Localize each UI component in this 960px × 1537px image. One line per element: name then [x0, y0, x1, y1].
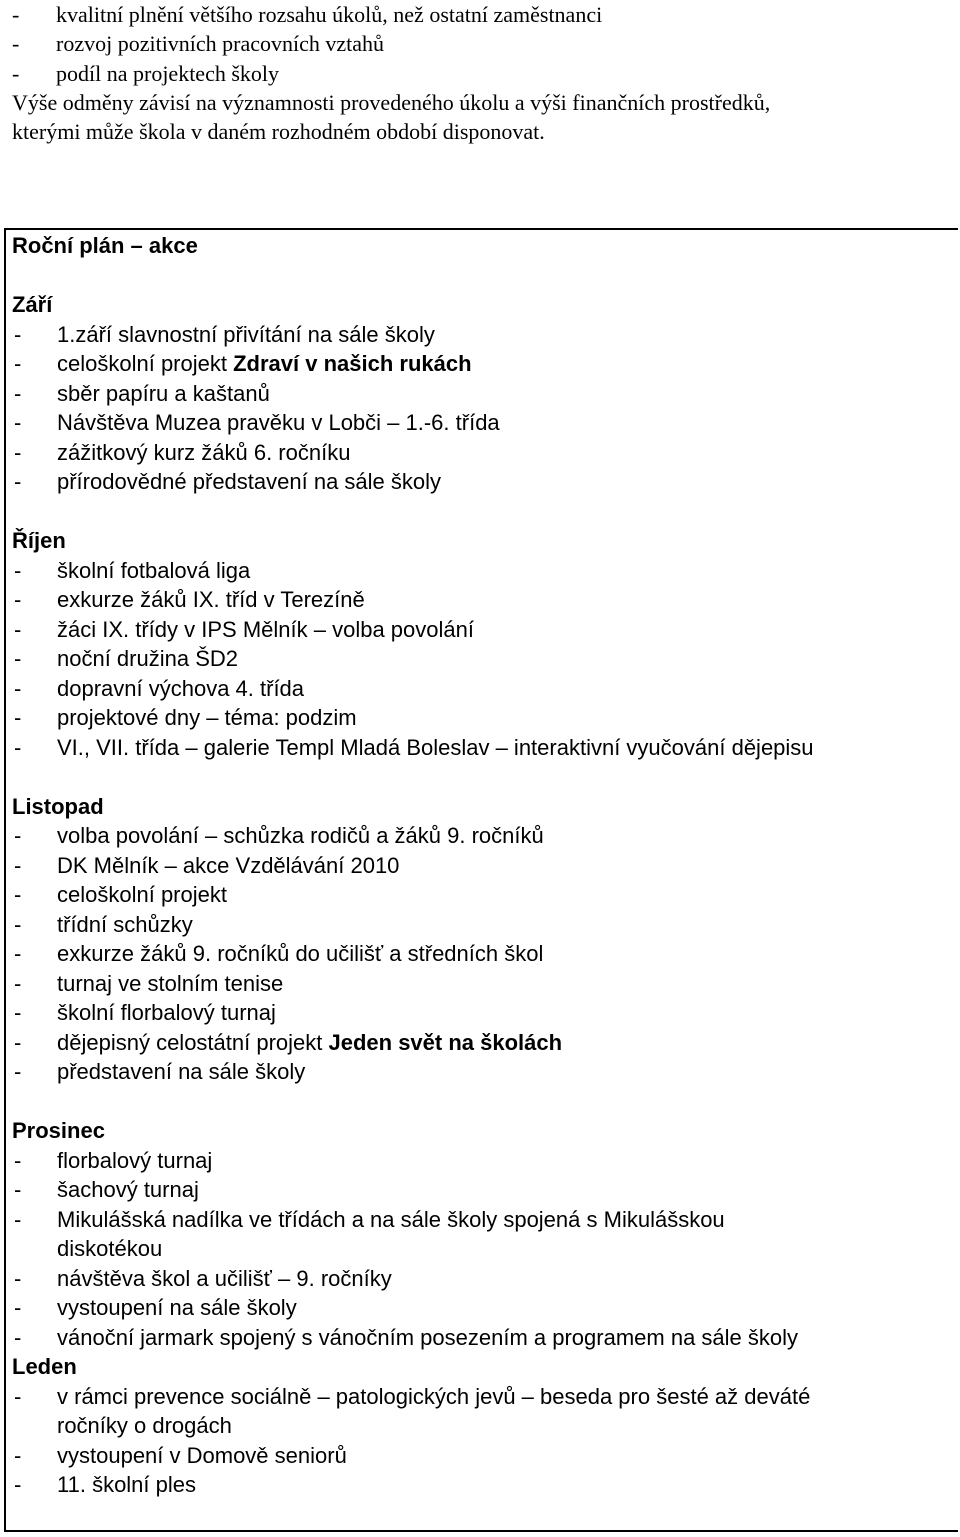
dash: -	[14, 1000, 22, 1025]
dash: -	[14, 1029, 22, 1055]
list-item: - školní fotbalová liga	[12, 556, 956, 586]
list-item: - projektové dny – téma: podzim	[12, 703, 956, 733]
list-item: - vánoční jarmark spojený s vánočním posezením a programem na sále školy	[12, 1323, 956, 1353]
plan-title: Roční plán – akce	[12, 233, 198, 258]
dash: -	[14, 705, 22, 730]
dash: -	[14, 1442, 22, 1468]
bullet-line: - rozvoj pozitivních pracovních vztahů	[12, 29, 952, 58]
list-item: - florbalový turnaj	[12, 1146, 956, 1176]
list-item: - v rámci prevence sociálně – patologických jevů – beseda pro šesté až deváté	[12, 1382, 956, 1412]
dash: -	[14, 941, 22, 966]
dash: -	[14, 557, 22, 583]
list-item: - návštěva škol a učilišť – 9. ročníky	[12, 1264, 956, 1294]
project-name: Zdraví v našich rukách	[233, 351, 472, 376]
list-item: - celoškolní projekt	[12, 880, 956, 910]
dash: -	[14, 1383, 22, 1409]
list-item: - vystoupení v Domově seniorů	[12, 1441, 956, 1471]
dash: -	[14, 734, 22, 760]
dash: -	[14, 1206, 22, 1232]
month-heading-listopad: Listopad	[12, 793, 104, 819]
spacer	[12, 762, 956, 792]
list-item: - noční družina ŠD2	[12, 644, 956, 674]
list-item: - školní florbalový turnaj	[12, 998, 956, 1028]
spacer	[12, 497, 956, 527]
paragraph-line: kterými může škola v daném rozhodném období disponovat.	[12, 119, 545, 145]
bullet-line: - podíl na projektech školy	[12, 59, 952, 88]
dash: -	[12, 31, 20, 57]
month-heading-prosinec: Prosinec	[12, 1118, 105, 1143]
list-item: - zážitkový kurz žáků 6. ročníku	[12, 438, 956, 468]
paragraph-line: Výše odměny závisí na významnosti provedeného úkolu a výši finančních prostředků,	[12, 89, 771, 115]
dash: -	[14, 1472, 22, 1497]
dash: -	[14, 646, 22, 671]
list-item: - 1.září slavnostní přivítání na sále školy	[12, 320, 956, 350]
dash: -	[14, 1295, 22, 1320]
list-item-continuation: ročníky o drogách	[57, 1413, 232, 1438]
annual-plan	[12, 229, 956, 1500]
list-item: - vystoupení na sále školy	[12, 1293, 956, 1323]
dash: -	[14, 439, 22, 465]
list-item: - DK Mělník – akce Vzdělávání 2010	[12, 851, 956, 881]
dash: -	[14, 321, 22, 347]
list-item-continuation: diskotékou	[57, 1236, 163, 1261]
dash: -	[14, 882, 22, 907]
dash: -	[14, 351, 22, 376]
dash: -	[14, 1177, 22, 1202]
dash: -	[12, 60, 20, 86]
bullet-line: - kvalitní plnění většího rozsahu úkolů, než ostatní zaměstnanci	[12, 0, 952, 29]
spacer	[12, 1087, 956, 1117]
list-item: - celoškolní projekt Zdraví v našich rukách	[12, 349, 956, 379]
list-item: - VI., VII. třída – galerie Templ Mladá Boleslav – interaktivní vyučování dějepisu	[12, 733, 956, 763]
dash: -	[14, 410, 22, 435]
list-item: - 11. školní ples	[12, 1470, 956, 1500]
dash: -	[14, 823, 22, 848]
list-item: - sběr papíru a kaštanů	[12, 379, 956, 409]
dash: -	[14, 616, 22, 642]
list-item: - třídní schůzky	[12, 910, 956, 940]
dash: -	[14, 675, 22, 701]
dash: -	[14, 1147, 22, 1173]
dash: -	[14, 911, 22, 937]
dash: -	[14, 970, 22, 996]
dash: -	[14, 852, 22, 878]
dash: -	[14, 587, 22, 612]
list-item: - Mikulášská nadílka ve třídách a na sále školy spojená s Mikulášskou	[12, 1205, 956, 1235]
month-heading-rijen: Říjen	[12, 528, 66, 553]
list-item: - Návštěva Muzea pravěku v Lobči – 1.-6. třída	[12, 408, 956, 438]
dash: -	[14, 469, 22, 494]
dash: -	[14, 1324, 22, 1350]
list-item: - šachový turnaj	[12, 1175, 956, 1205]
list-item: - představení na sále školy	[12, 1057, 956, 1087]
dash: -	[12, 2, 20, 27]
list-item: - žáci IX. třídy v IPS Mělník – volba povolání	[12, 615, 956, 645]
list-item: - dopravní výchova 4. třída	[12, 674, 956, 704]
project-name: Jeden svět na školách	[328, 1029, 563, 1055]
dash: -	[14, 1059, 22, 1084]
dash: -	[14, 1265, 22, 1291]
intro-text	[12, 0, 952, 146]
dash: -	[14, 380, 22, 406]
list-item: - exkurze žáků 9. ročníků do učilišť a středních škol	[12, 939, 956, 969]
list-item: - turnaj ve stolním tenise	[12, 969, 956, 999]
month-heading-zari: Září	[12, 292, 53, 317]
list-item: - dějepisný celostátní projekt Jeden svět na školách	[12, 1028, 956, 1058]
list-item: - volba povolání – schůzka rodičů a žáků 9. ročníků	[12, 821, 956, 851]
month-heading-leden: Leden	[12, 1354, 77, 1379]
list-item: - exkurze žáků IX. tříd v Terezíně	[12, 585, 956, 615]
list-item: - přírodovědné představení na sále školy	[12, 467, 956, 497]
